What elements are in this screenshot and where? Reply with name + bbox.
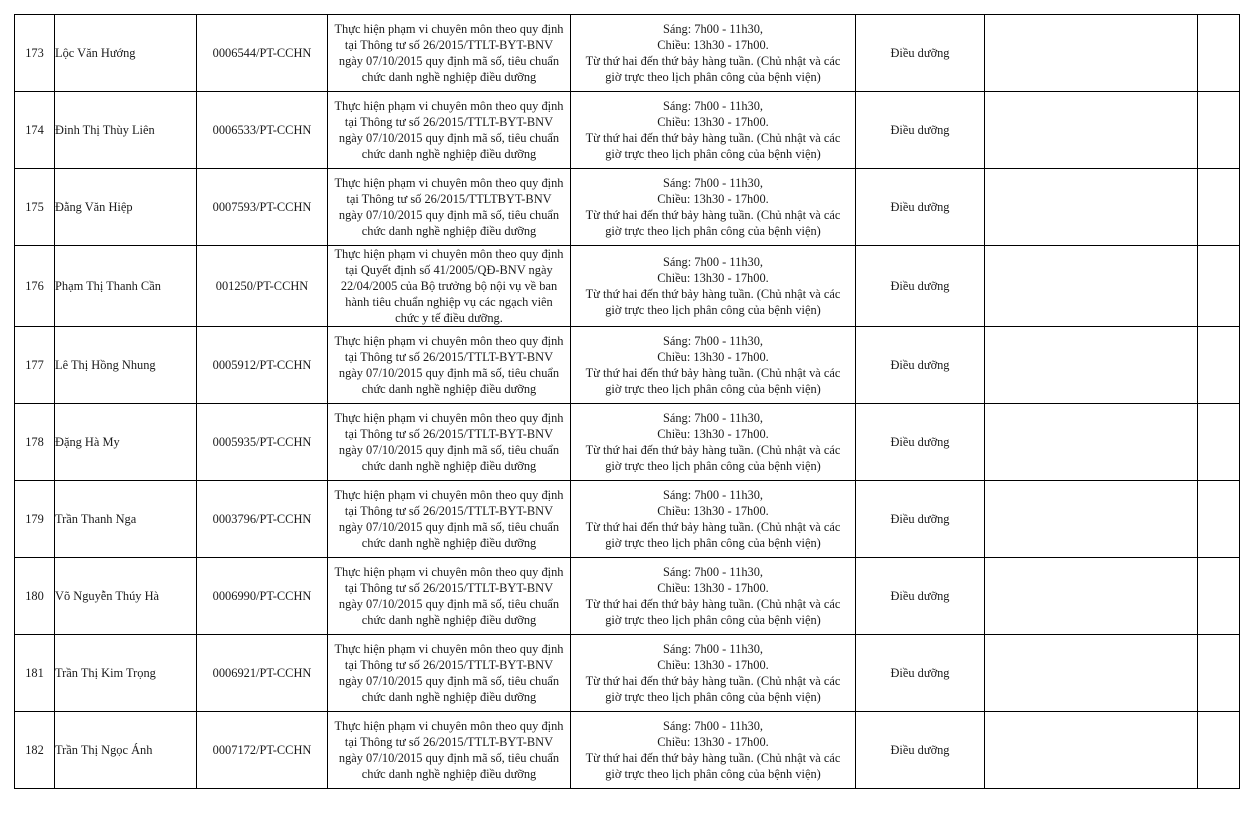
certificate-number: 0005912/PT-CCHN [197, 327, 328, 404]
working-hours-line: giờ trực theo lịch phân công của bệnh viện) [605, 767, 821, 781]
working-hours-line: Sáng: 7h00 - 11h30, [662, 719, 764, 733]
note-cell [985, 169, 1198, 246]
working-hours-line: Từ thứ hai đến thứ bảy hàng tuần. (Chủ nhật và các [585, 674, 841, 688]
position: Điều dưỡng [856, 246, 985, 327]
note-cell-extra [1198, 635, 1240, 712]
table-row [15, 327, 1240, 404]
staff-name: Võ Nguyễn Thúy Hà [55, 558, 197, 635]
working-hours-line: giờ trực theo lịch phân công của bệnh viện) [605, 459, 821, 473]
working-hours-line: Sáng: 7h00 - 11h30, [662, 565, 764, 579]
practice-scope-line: tại Quyết định số 41/2005/QĐ-BNV ngày [345, 263, 553, 277]
table-row [15, 635, 1240, 712]
position: Điều dưỡng [856, 92, 985, 169]
practice-scope-line: chức danh nghề nghiệp điều dưỡng [361, 767, 537, 781]
working-hours-line: Từ thứ hai đến thứ bảy hàng tuần. (Chủ nhật và các [585, 208, 841, 222]
note-cell-extra [1198, 404, 1240, 481]
practice-scope-line: ngày 07/10/2015 quy định mã số, tiêu chuẩn [338, 131, 560, 145]
table-body [15, 15, 1240, 789]
practice-scope-line: Thực hiện phạm vi chuyên môn theo quy định [334, 642, 564, 656]
practice-scope-line: tại Thông tư số 26/2015/TTLTBYT-BNV [346, 192, 552, 206]
practice-scope-line: chức y tế điều dưỡng. [395, 311, 503, 325]
practice-scope-line: tại Thông tư số 26/2015/TTLT-BYT-BNV [344, 735, 554, 749]
working-hours-line: Từ thứ hai đến thứ bảy hàng tuần. (Chủ nhật và các [585, 751, 841, 765]
working-hours-line: giờ trực theo lịch phân công của bệnh viện) [605, 303, 821, 317]
certificate-number: 001250/PT-CCHN [197, 246, 328, 327]
position: Điều dưỡng [856, 404, 985, 481]
practice-scope-line: ngày 07/10/2015 quy định mã số, tiêu chuẩn [338, 520, 560, 534]
working-hours-line: Chiều: 13h30 - 17h00. [657, 735, 769, 749]
practice-scope [328, 481, 571, 558]
note-cell [985, 92, 1198, 169]
position: Điều dưỡng [856, 635, 985, 712]
working-hours [571, 404, 856, 481]
working-hours-line: Chiều: 13h30 - 17h00. [657, 581, 769, 595]
row-number: 180 [15, 558, 55, 635]
practice-scope-line: Thực hiện phạm vi chuyên môn theo quy định [334, 176, 564, 190]
note-cell [985, 635, 1198, 712]
working-hours [571, 169, 856, 246]
table-row [15, 558, 1240, 635]
working-hours-line: giờ trực theo lịch phân công của bệnh viện) [605, 536, 821, 550]
note-cell-extra [1198, 246, 1240, 327]
working-hours-line: giờ trực theo lịch phân công của bệnh viện) [605, 70, 821, 84]
practice-scope-line: chức danh nghề nghiệp điều dưỡng [361, 459, 537, 473]
position: Điều dưỡng [856, 558, 985, 635]
practice-scope-line: chức danh nghề nghiệp điều dưỡng [361, 147, 537, 161]
practice-scope-line: chức danh nghề nghiệp điều dưỡng [361, 224, 537, 238]
table-row [15, 169, 1240, 246]
working-hours-line: giờ trực theo lịch phân công của bệnh viện) [605, 382, 821, 396]
row-number: 178 [15, 404, 55, 481]
working-hours-line: Chiều: 13h30 - 17h00. [657, 192, 769, 206]
practice-scope-line: Thực hiện phạm vi chuyên môn theo quy định [334, 334, 564, 348]
practice-scope-line: ngày 07/10/2015 quy định mã số, tiêu chuẩn [338, 443, 560, 457]
practice-scope-line: Thực hiện phạm vi chuyên môn theo quy định [334, 99, 564, 113]
working-hours [571, 246, 856, 327]
practice-scope-line: tại Thông tư số 26/2015/TTLT-BYT-BNV [344, 115, 554, 129]
practice-scope [328, 15, 571, 92]
position: Điều dưỡng [856, 481, 985, 558]
working-hours-line: giờ trực theo lịch phân công của bệnh viện) [605, 613, 821, 627]
practice-scope-line: ngày 07/10/2015 quy định mã số, tiêu chuẩn [338, 751, 560, 765]
note-cell-extra [1198, 327, 1240, 404]
practice-scope-line: Thực hiện phạm vi chuyên môn theo quy định [334, 565, 564, 579]
row-number: 181 [15, 635, 55, 712]
working-hours-line: giờ trực theo lịch phân công của bệnh viện) [605, 690, 821, 704]
working-hours-line: Từ thứ hai đến thứ bảy hàng tuần. (Chủ nhật và các [585, 597, 841, 611]
working-hours [571, 15, 856, 92]
staff-name: Đinh Thị Thùy Liên [55, 92, 197, 169]
practice-scope-line: chức danh nghề nghiệp điều dưỡng [361, 613, 537, 627]
staff-name: Lê Thị Hồng Nhung [55, 327, 197, 404]
certificate-number: 0003796/PT-CCHN [197, 481, 328, 558]
row-number: 173 [15, 15, 55, 92]
practice-scope [328, 92, 571, 169]
practice-scope-line: chức danh nghề nghiệp điều dưỡng [361, 536, 537, 550]
working-hours-line: Sáng: 7h00 - 11h30, [662, 334, 764, 348]
practice-scope-line: tại Thông tư số 26/2015/TTLT-BYT-BNV [344, 427, 554, 441]
note-cell [985, 15, 1198, 92]
working-hours [571, 558, 856, 635]
working-hours-line: Chiều: 13h30 - 17h00. [657, 504, 769, 518]
working-hours-line: Sáng: 7h00 - 11h30, [662, 488, 764, 502]
note-cell [985, 558, 1198, 635]
staff-table [14, 14, 1240, 789]
practice-scope-line: Thực hiện phạm vi chuyên môn theo quy định [334, 247, 564, 261]
note-cell-extra [1198, 15, 1240, 92]
practice-scope-line: chức danh nghề nghiệp điều dưỡng [361, 382, 537, 396]
practice-scope-line: ngày 07/10/2015 quy định mã số, tiêu chuẩn [338, 597, 560, 611]
practice-scope-line: ngày 07/10/2015 quy định mã số, tiêu chuẩn [338, 54, 560, 68]
note-cell [985, 404, 1198, 481]
table-row [15, 246, 1240, 327]
working-hours-line: giờ trực theo lịch phân công của bệnh viện) [605, 147, 821, 161]
note-cell-extra [1198, 169, 1240, 246]
row-number: 176 [15, 246, 55, 327]
working-hours-line: Từ thứ hai đến thứ bảy hàng tuần. (Chủ nhật và các [585, 287, 841, 301]
note-cell-extra [1198, 92, 1240, 169]
table-row [15, 404, 1240, 481]
practice-scope [328, 712, 571, 789]
working-hours [571, 481, 856, 558]
working-hours-line: Chiều: 13h30 - 17h00. [657, 427, 769, 441]
row-number: 174 [15, 92, 55, 169]
note-cell [985, 246, 1198, 327]
working-hours-line: Từ thứ hai đến thứ bảy hàng tuần. (Chủ nhật và các [585, 131, 841, 145]
practice-scope-line: tại Thông tư số 26/2015/TTLT-BYT-BNV [344, 504, 554, 518]
staff-name: Trần Thị Ngọc Ánh [55, 712, 197, 789]
certificate-number: 0007172/PT-CCHN [197, 712, 328, 789]
practice-scope-line: ngày 07/10/2015 quy định mã số, tiêu chuẩn [338, 366, 560, 380]
staff-name: Phạm Thị Thanh Cần [55, 246, 197, 327]
table-row [15, 92, 1240, 169]
note-cell [985, 327, 1198, 404]
practice-scope-line: 22/04/2005 của Bộ trưởng bộ nội vụ về ban [340, 279, 558, 293]
note-cell [985, 481, 1198, 558]
practice-scope-line: hành tiêu chuẩn nghiệp vụ các ngạch viên [345, 295, 553, 309]
row-number: 179 [15, 481, 55, 558]
practice-scope-line: ngày 07/10/2015 quy định mã số, tiêu chuẩn [338, 208, 560, 222]
practice-scope-line: tại Thông tư số 26/2015/TTLT-BYT-BNV [344, 581, 554, 595]
certificate-number: 0006533/PT-CCHN [197, 92, 328, 169]
practice-scope-line: tại Thông tư số 26/2015/TTLT-BYT-BNV [344, 658, 554, 672]
practice-scope-line: ngày 07/10/2015 quy định mã số, tiêu chuẩn [338, 674, 560, 688]
practice-scope [328, 404, 571, 481]
practice-scope-line: Thực hiện phạm vi chuyên môn theo quy định [334, 22, 564, 36]
working-hours [571, 327, 856, 404]
practice-scope-line: Thực hiện phạm vi chuyên môn theo quy định [334, 488, 564, 502]
row-number: 177 [15, 327, 55, 404]
staff-name: Trần Thanh Nga [55, 481, 197, 558]
practice-scope [328, 558, 571, 635]
practice-scope-line: chức danh nghề nghiệp điều dưỡng [361, 690, 537, 704]
working-hours-line: Từ thứ hai đến thứ bảy hàng tuần. (Chủ nhật và các [585, 54, 841, 68]
working-hours-line: Sáng: 7h00 - 11h30, [662, 642, 764, 656]
certificate-number: 0006990/PT-CCHN [197, 558, 328, 635]
staff-name: Lộc Văn Hướng [55, 15, 197, 92]
practice-scope-line: tại Thông tư số 26/2015/TTLT-BYT-BNV [344, 350, 554, 364]
working-hours-line: Chiều: 13h30 - 17h00. [657, 350, 769, 364]
practice-scope-line: chức danh nghề nghiệp điều dưỡng [361, 70, 537, 84]
practice-scope-line: Thực hiện phạm vi chuyên môn theo quy định [334, 719, 564, 733]
working-hours-line: Từ thứ hai đến thứ bảy hàng tuần. (Chủ nhật và các [585, 520, 841, 534]
certificate-number: 0006544/PT-CCHN [197, 15, 328, 92]
staff-name: Đặng Hà My [55, 404, 197, 481]
practice-scope [328, 169, 571, 246]
practice-scope-line: Thực hiện phạm vi chuyên môn theo quy định [334, 411, 564, 425]
practice-scope [328, 246, 571, 327]
note-cell-extra [1198, 481, 1240, 558]
working-hours [571, 92, 856, 169]
staff-name: Trần Thị Kim Trọng [55, 635, 197, 712]
practice-scope-line: tại Thông tư số 26/2015/TTLT-BYT-BNV [344, 38, 554, 52]
working-hours [571, 635, 856, 712]
working-hours-line: Sáng: 7h00 - 11h30, [662, 22, 764, 36]
working-hours-line: Chiều: 13h30 - 17h00. [657, 271, 769, 285]
position: Điều dưỡng [856, 15, 985, 92]
working-hours-line: Chiều: 13h30 - 17h00. [657, 38, 769, 52]
working-hours-line: Sáng: 7h00 - 11h30, [662, 255, 764, 269]
working-hours-line: Từ thứ hai đến thứ bảy hàng tuần. (Chủ nhật và các [585, 366, 841, 380]
practice-scope [328, 327, 571, 404]
note-cell [985, 712, 1198, 789]
note-cell-extra [1198, 558, 1240, 635]
working-hours-line: Sáng: 7h00 - 11h30, [662, 176, 764, 190]
position: Điều dưỡng [856, 169, 985, 246]
practice-scope [328, 635, 571, 712]
staff-name: Đằng Văn Hiệp [55, 169, 197, 246]
working-hours-line: Từ thứ hai đến thứ bảy hàng tuần. (Chủ nhật và các [585, 443, 841, 457]
note-cell-extra [1198, 712, 1240, 789]
row-number: 182 [15, 712, 55, 789]
position: Điều dưỡng [856, 712, 985, 789]
table-row [15, 15, 1240, 92]
working-hours-line: giờ trực theo lịch phân công của bệnh viện) [605, 224, 821, 238]
row-number: 175 [15, 169, 55, 246]
certificate-number: 0005935/PT-CCHN [197, 404, 328, 481]
working-hours [571, 712, 856, 789]
working-hours-line: Chiều: 13h30 - 17h00. [657, 658, 769, 672]
certificate-number: 0007593/PT-CCHN [197, 169, 328, 246]
working-hours-line: Chiều: 13h30 - 17h00. [657, 115, 769, 129]
position: Điều dưỡng [856, 327, 985, 404]
certificate-number: 0006921/PT-CCHN [197, 635, 328, 712]
table-row [15, 481, 1240, 558]
table-row [15, 712, 1240, 789]
working-hours-line: Sáng: 7h00 - 11h30, [662, 411, 764, 425]
working-hours-line: Sáng: 7h00 - 11h30, [662, 99, 764, 113]
